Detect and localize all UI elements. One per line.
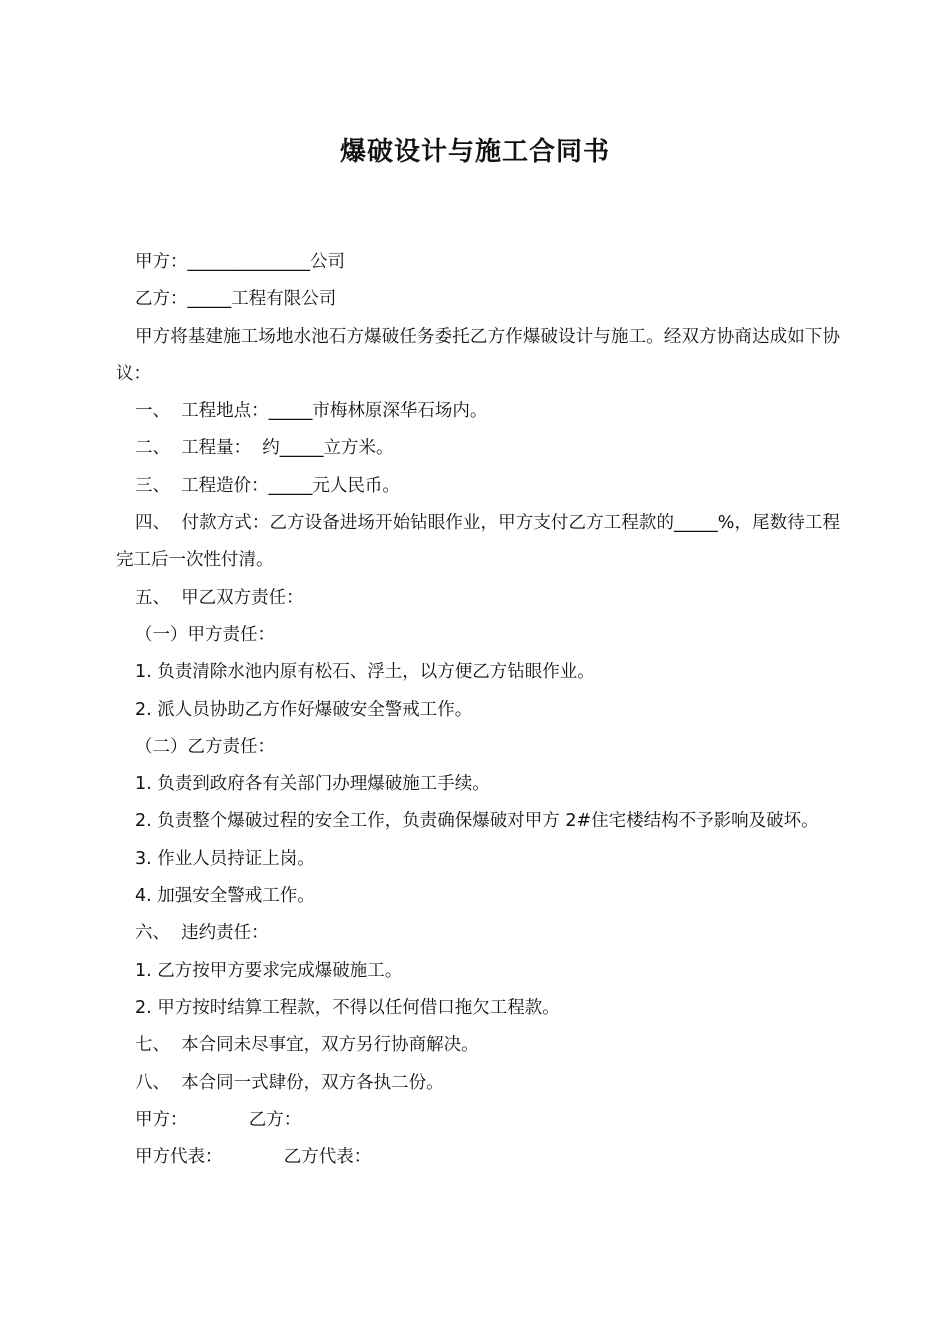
- clause-6-heading: 六、 违约责任：: [135, 923, 269, 944]
- party-b-line: 乙方：_____工程有限公司: [135, 289, 337, 310]
- clause-3-cost: 三、 工程造价：_____元人民币。: [135, 475, 400, 496]
- party-b-duty-item: 2. 负责整个爆破过程的安全工作，负责确保爆破对甲方 2#住宅楼结构不予影响及破坏。: [135, 811, 819, 832]
- party-a-duties-heading: （一）甲方责任：: [135, 624, 275, 645]
- document-body: [116, 244, 840, 1176]
- party-a-duty-item: 1. 负责清除水池内原有松石、浮土，以方便乙方钻眼作业。: [135, 662, 595, 683]
- document-title: 爆破设计与施工合同书: [339, 137, 610, 167]
- clause-7: 七、 本合同未尽事宜，双方另行协商解决。: [135, 1035, 479, 1056]
- clause-8: 八、 本合同一式肆份，双方各执二份。: [135, 1072, 444, 1093]
- signature-parties-line: 甲方： 乙方：: [135, 1109, 302, 1130]
- party-b-duty-item: 1. 负责到政府各有关部门办理爆破施工手续。: [135, 774, 490, 795]
- breach-item: 1. 乙方按甲方要求完成爆破施工。: [135, 960, 403, 981]
- party-a-duty-item: 2. 派人员协助乙方作好爆破安全警戒工作。: [135, 699, 473, 720]
- clause-5-heading: 五、 甲乙双方责任：: [135, 587, 304, 608]
- breach-item: 2. 甲方按时结算工程款，不得以任何借口拖欠工程款。: [135, 997, 560, 1018]
- preamble-paragraph: 甲方将基建施工场地水池石方爆破任务委托乙方作爆破设计与施工。经双方协商达成如下协议：: [116, 326, 840, 384]
- party-b-duty-item: 4. 加强安全警戒工作。: [135, 886, 315, 907]
- clause-1-location: 一、 工程地点：_____市梅林原深华石场内。: [135, 401, 488, 422]
- party-a-line: 甲方：______________公司: [135, 252, 345, 272]
- party-b-duty-item: 3. 作业人员持证上岗。: [135, 848, 315, 869]
- clause-4-payment: 四、 付款方式：乙方设备进场开始钻眼作业，甲方支付乙方工程款的_____%，尾数待工程完工后一次性付清。: [116, 513, 840, 571]
- clause-2-quantity: 二、 工程量： 约_____立方米。: [135, 438, 394, 459]
- party-b-duties-heading: （二）乙方责任：: [135, 736, 275, 757]
- signature-representatives-line: 甲方代表： 乙方代表：: [135, 1147, 372, 1168]
